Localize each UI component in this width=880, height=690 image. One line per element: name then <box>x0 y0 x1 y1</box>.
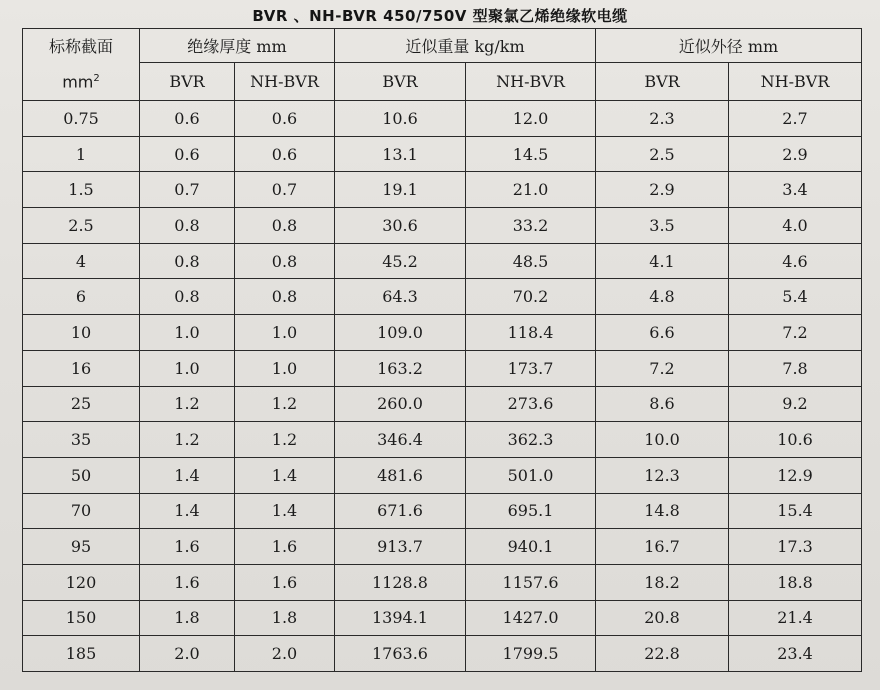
table-cell: 2.0 <box>140 636 235 672</box>
table-cell: 6.6 <box>596 315 729 351</box>
subcol-header: NH-BVR <box>729 63 862 101</box>
subcol-header: NH-BVR <box>466 63 596 101</box>
cross-section-cell: 95 <box>23 529 140 565</box>
table-cell: 1.2 <box>140 386 235 422</box>
table-cell: 1.6 <box>140 564 235 600</box>
cross-section-cell: 1 <box>23 136 140 172</box>
table-cell: 2.3 <box>596 101 729 137</box>
table-row <box>23 493 862 529</box>
cross-section-cell: 2.5 <box>23 208 140 244</box>
table-row <box>23 136 862 172</box>
table-cell: 1.6 <box>235 529 335 565</box>
cross-section-cell: 4 <box>23 243 140 279</box>
cross-section-header <box>23 29 140 101</box>
group-header-approx-diameter: 近似外径 mm <box>596 29 862 63</box>
table-cell: 20.8 <box>596 600 729 636</box>
table-cell: 18.8 <box>729 564 862 600</box>
table-cell: 7.2 <box>596 350 729 386</box>
table-cell: 4.0 <box>729 208 862 244</box>
table-cell: 1.2 <box>235 422 335 458</box>
table-cell: 1799.5 <box>466 636 596 672</box>
table-cell: 273.6 <box>466 386 596 422</box>
table-cell: 260.0 <box>335 386 466 422</box>
table-cell: 0.8 <box>140 208 235 244</box>
table-row <box>23 350 862 386</box>
table-cell: 671.6 <box>335 493 466 529</box>
table-cell: 0.8 <box>235 208 335 244</box>
table-cell: 16.7 <box>596 529 729 565</box>
table-cell: 10.0 <box>596 422 729 458</box>
table-cell: 1.4 <box>140 457 235 493</box>
table-cell: 7.8 <box>729 350 862 386</box>
table-cell: 0.7 <box>235 172 335 208</box>
cross-section-cell: 70 <box>23 493 140 529</box>
table-cell: 9.2 <box>729 386 862 422</box>
cross-section-unit: $mm^2$ <box>62 72 100 92</box>
table-cell: 2.0 <box>235 636 335 672</box>
table-cell: 0.6 <box>235 136 335 172</box>
table-cell: 1.0 <box>140 350 235 386</box>
table-cell: 14.8 <box>596 493 729 529</box>
table-cell: 1394.1 <box>335 600 466 636</box>
cross-section-cell: 6 <box>23 279 140 315</box>
table-cell: 1.0 <box>235 315 335 351</box>
table-cell: 8.6 <box>596 386 729 422</box>
table-cell: 481.6 <box>335 457 466 493</box>
table-cell: 3.4 <box>729 172 862 208</box>
table-cell: 10.6 <box>335 101 466 137</box>
group-header-approx-weight: 近似重量 kg/km <box>335 29 596 63</box>
table-cell: 1.4 <box>235 493 335 529</box>
table-cell: 12.9 <box>729 457 862 493</box>
table-cell: 0.8 <box>235 279 335 315</box>
table-cell: 1427.0 <box>466 600 596 636</box>
subcol-header: BVR <box>140 63 235 101</box>
cross-section-cell: 150 <box>23 600 140 636</box>
table-cell: 109.0 <box>335 315 466 351</box>
table-cell: 0.6 <box>235 101 335 137</box>
cross-section-cell: 10 <box>23 315 140 351</box>
table-cell: 362.3 <box>466 422 596 458</box>
cross-section-cell: 25 <box>23 386 140 422</box>
subcol-header: NH-BVR <box>235 63 335 101</box>
cross-section-cell: 120 <box>23 564 140 600</box>
table-cell: 346.4 <box>335 422 466 458</box>
cross-section-cell: 185 <box>23 636 140 672</box>
table-cell: 1.8 <box>235 600 335 636</box>
table-cell: 163.2 <box>335 350 466 386</box>
table-row <box>23 243 862 279</box>
cable-spec-table <box>22 28 862 672</box>
table-cell: 1.6 <box>140 529 235 565</box>
table-cell: 1157.6 <box>466 564 596 600</box>
table-cell: 4.1 <box>596 243 729 279</box>
table-cell: 940.1 <box>466 529 596 565</box>
header-row-groups <box>23 29 862 63</box>
cross-section-cell: 0.75 <box>23 101 140 137</box>
cross-section-label: 标称截面 <box>48 36 113 56</box>
document-title: BVR 、NH-BVR 450/750V 型聚氯乙烯绝缘软电缆 <box>252 7 628 25</box>
cross-section-cell: 50 <box>23 457 140 493</box>
table-cell: 1.8 <box>140 600 235 636</box>
table-cell: 3.5 <box>596 208 729 244</box>
cross-section-cell: 35 <box>23 422 140 458</box>
table-row <box>23 315 862 351</box>
table-cell: 18.2 <box>596 564 729 600</box>
table-row <box>23 529 862 565</box>
table-row <box>23 101 862 137</box>
table-row <box>23 600 862 636</box>
table-cell: 22.8 <box>596 636 729 672</box>
table-cell: 15.4 <box>729 493 862 529</box>
table-cell: 1.4 <box>235 457 335 493</box>
table-row <box>23 172 862 208</box>
table-row <box>23 564 862 600</box>
table-cell: 0.7 <box>140 172 235 208</box>
group-header-insulation-thickness: 绝缘厚度 mm <box>140 29 335 63</box>
table-cell: 2.9 <box>729 136 862 172</box>
table-cell: 501.0 <box>466 457 596 493</box>
table-cell: 10.6 <box>729 422 862 458</box>
subcol-header: BVR <box>335 63 466 101</box>
table-row <box>23 208 862 244</box>
table-cell: 13.1 <box>335 136 466 172</box>
table-cell: 1.6 <box>235 564 335 600</box>
table-cell: 5.4 <box>729 279 862 315</box>
table-cell: 1.2 <box>140 422 235 458</box>
table-cell: 17.3 <box>729 529 862 565</box>
table-cell: 1.4 <box>140 493 235 529</box>
table-cell: 21.4 <box>729 600 862 636</box>
table-cell: 1.0 <box>140 315 235 351</box>
table-cell: 2.7 <box>729 101 862 137</box>
table-cell: 0.8 <box>140 279 235 315</box>
table-cell: 30.6 <box>335 208 466 244</box>
table-cell: 0.6 <box>140 101 235 137</box>
table-row <box>23 279 862 315</box>
table-cell: 2.5 <box>596 136 729 172</box>
table-cell: 23.4 <box>729 636 862 672</box>
table-cell: 7.2 <box>729 315 862 351</box>
cross-section-cell: 16 <box>23 350 140 386</box>
table-cell: 0.8 <box>140 243 235 279</box>
table-cell: 33.2 <box>466 208 596 244</box>
table-row <box>23 457 862 493</box>
table-cell: 1.0 <box>235 350 335 386</box>
table-cell: 2.9 <box>596 172 729 208</box>
header-row-subcolumns <box>23 63 862 101</box>
table-row <box>23 386 862 422</box>
table-cell: 4.8 <box>596 279 729 315</box>
table-cell: 0.8 <box>235 243 335 279</box>
cross-section-cell: 1.5 <box>23 172 140 208</box>
table-cell: 70.2 <box>466 279 596 315</box>
table-cell: 4.6 <box>729 243 862 279</box>
table-cell: 19.1 <box>335 172 466 208</box>
table-cell: 1.2 <box>235 386 335 422</box>
table-cell: 12.0 <box>466 101 596 137</box>
table-cell: 0.6 <box>140 136 235 172</box>
table-cell: 64.3 <box>335 279 466 315</box>
subcol-header: BVR <box>596 63 729 101</box>
table-cell: 1763.6 <box>335 636 466 672</box>
table-cell: 12.3 <box>596 457 729 493</box>
table-cell: 21.0 <box>466 172 596 208</box>
table-cell: 173.7 <box>466 350 596 386</box>
table-cell: 48.5 <box>466 243 596 279</box>
table-row <box>23 636 862 672</box>
table-cell: 695.1 <box>466 493 596 529</box>
table-cell: 1128.8 <box>335 564 466 600</box>
table-cell: 14.5 <box>466 136 596 172</box>
table-cell: 45.2 <box>335 243 466 279</box>
table-cell: 118.4 <box>466 315 596 351</box>
table-cell: 913.7 <box>335 529 466 565</box>
table-row <box>23 422 862 458</box>
